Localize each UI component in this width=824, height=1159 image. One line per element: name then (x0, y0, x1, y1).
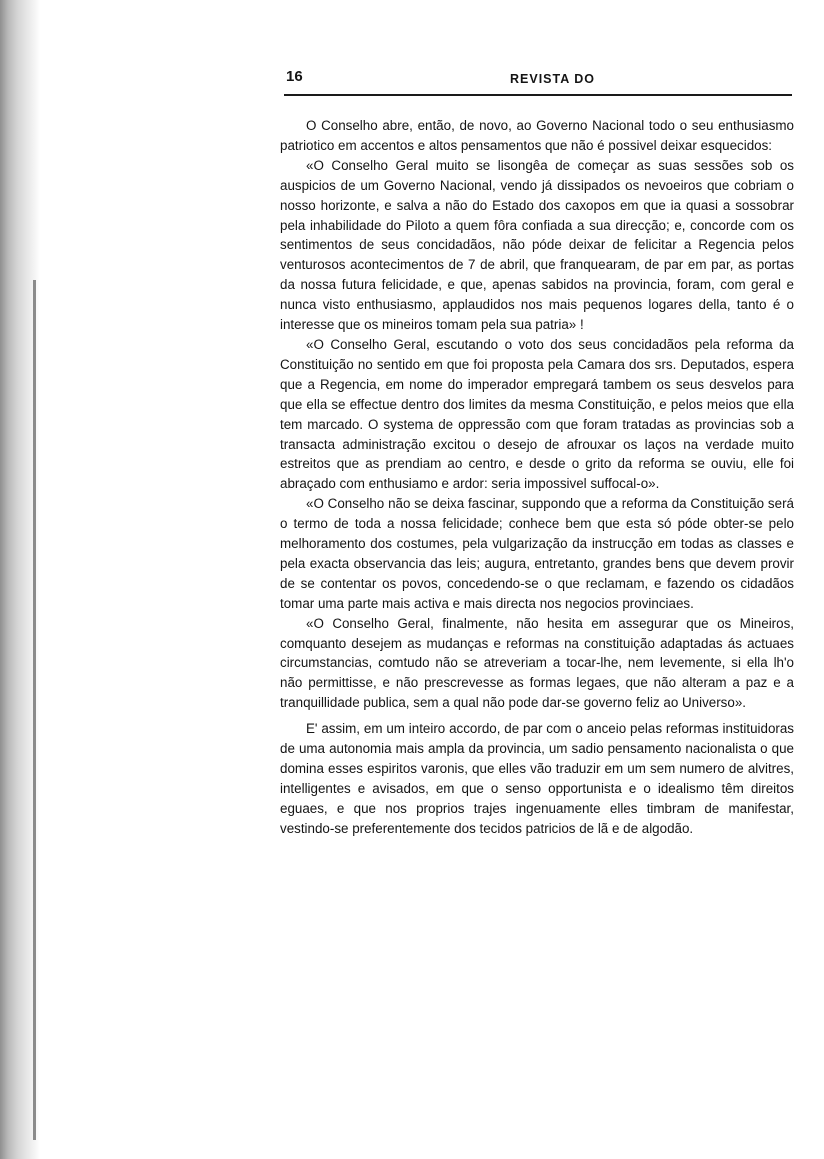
paragraph-intro: O Conselho abre, então, de novo, ao Governo Nacional todo o seu enthusiasmo patriotico em accentos e altos pensamentos que não é possivel deixar esquecidos: (280, 118, 794, 153)
page-number: 16 (286, 68, 303, 85)
running-title: REVISTA DO (510, 72, 596, 86)
paragraph-quote-3: «O Conselho não se deixa fascinar, suppondo que a reforma da Constituição será o termo de toda a nossa felicidade; conhece bem que esta só póde obter-se pelo melhoramento dos costumes, pela vulgarização da instrucção em todas as classes e pela exacta observancia das leis; augura, entretanto, grandes bens que devem provir de se contentar os povos, concedendo-se o que reclamam, e fazendo os cidadãos tomar uma parte mais activa e mais directa nos negocios provinciaes. (280, 496, 794, 611)
paragraph-quote-2: «O Conselho Geral, escutando o voto dos seus concidadãos pela reforma da Constituição no sentido em que foi proposta pela Camara dos srs. Deputados, espera que a Regencia, em nome do imperador empregará tambem os seus desvelos para que ella se effectue dentro dos limites da mesma Constituição, e pelos meios que ella tem marcado. O systema de oppressão com que foram tratadas as provincias sob a transacta administração excitou o desejo de afrouxar os laços na verdade muito estreitos que as prendiam ao centro, e desde o grito da reforma se ouviu, elle foi abraçado com enthusiamo e ardor: seria impossivel suffocal-o». (280, 336, 794, 492)
article-body (280, 116, 794, 839)
paragraph-quote-1: «O Conselho Geral muito se lisongêa de começar as suas sessões sob os auspicios de um Governo Nacional, vendo já dissipados os nevoeiros que cobriam o nosso horizonte, e salva a não do Estado dos caxopos em que ia quasi a sossobrar pela inhabilidade do Piloto a quem fôra confiada a sua direcção; e, concorde com os sentimentos de seus concidadãos, não póde deixar de felicitar a Regencia pelos venturosos acontecimentos de 7 de abril, que franquearam, de par em par, as portas da nossa futura felicidade, e que, apenas sabidos na provincia, foram, com geral e nunca visto enthusiasmo, applaudidos nos mais pequenos logares della, tanto é o interesse que os mineiros tomam pela sua patria» ! (280, 157, 794, 333)
page-binding-edge (0, 0, 40, 1159)
page-header (284, 68, 792, 96)
paragraph-conclusion: E' assim, em um inteiro accordo, de par com o anceio pelas reformas instituidoras de uma autonomia mais ampla da provincia, um sadio pensamento nacionalista o que domina esses espiritos varonis, que elles vão traduzir em um sem numero de alvitres, intelligentes e avisados, em que o senso opportunista e o idealismo têm direitos eguaes, e que nos proprios trajes ingenuamente elles timbram de manifestar, vestindo-se preferentemente dos tecidos patricios de lã e de algodão. (280, 721, 794, 836)
paragraph-quote-4: «O Conselho Geral, finalmente, não hesita em assegurar que os Mineiros, comquanto desejem as mudanças e reformas na constituição adaptadas ás actuaes circumstancias, comtudo não se atreveriam a tocar-lhe, nem levemente, si ella lh'o não permittisse, e não prescrevesse as formas legaes, que não alteram a paz e a tranquillidade publica, sem a qual não pode dar-se governo feliz ao Universo». (280, 615, 794, 711)
